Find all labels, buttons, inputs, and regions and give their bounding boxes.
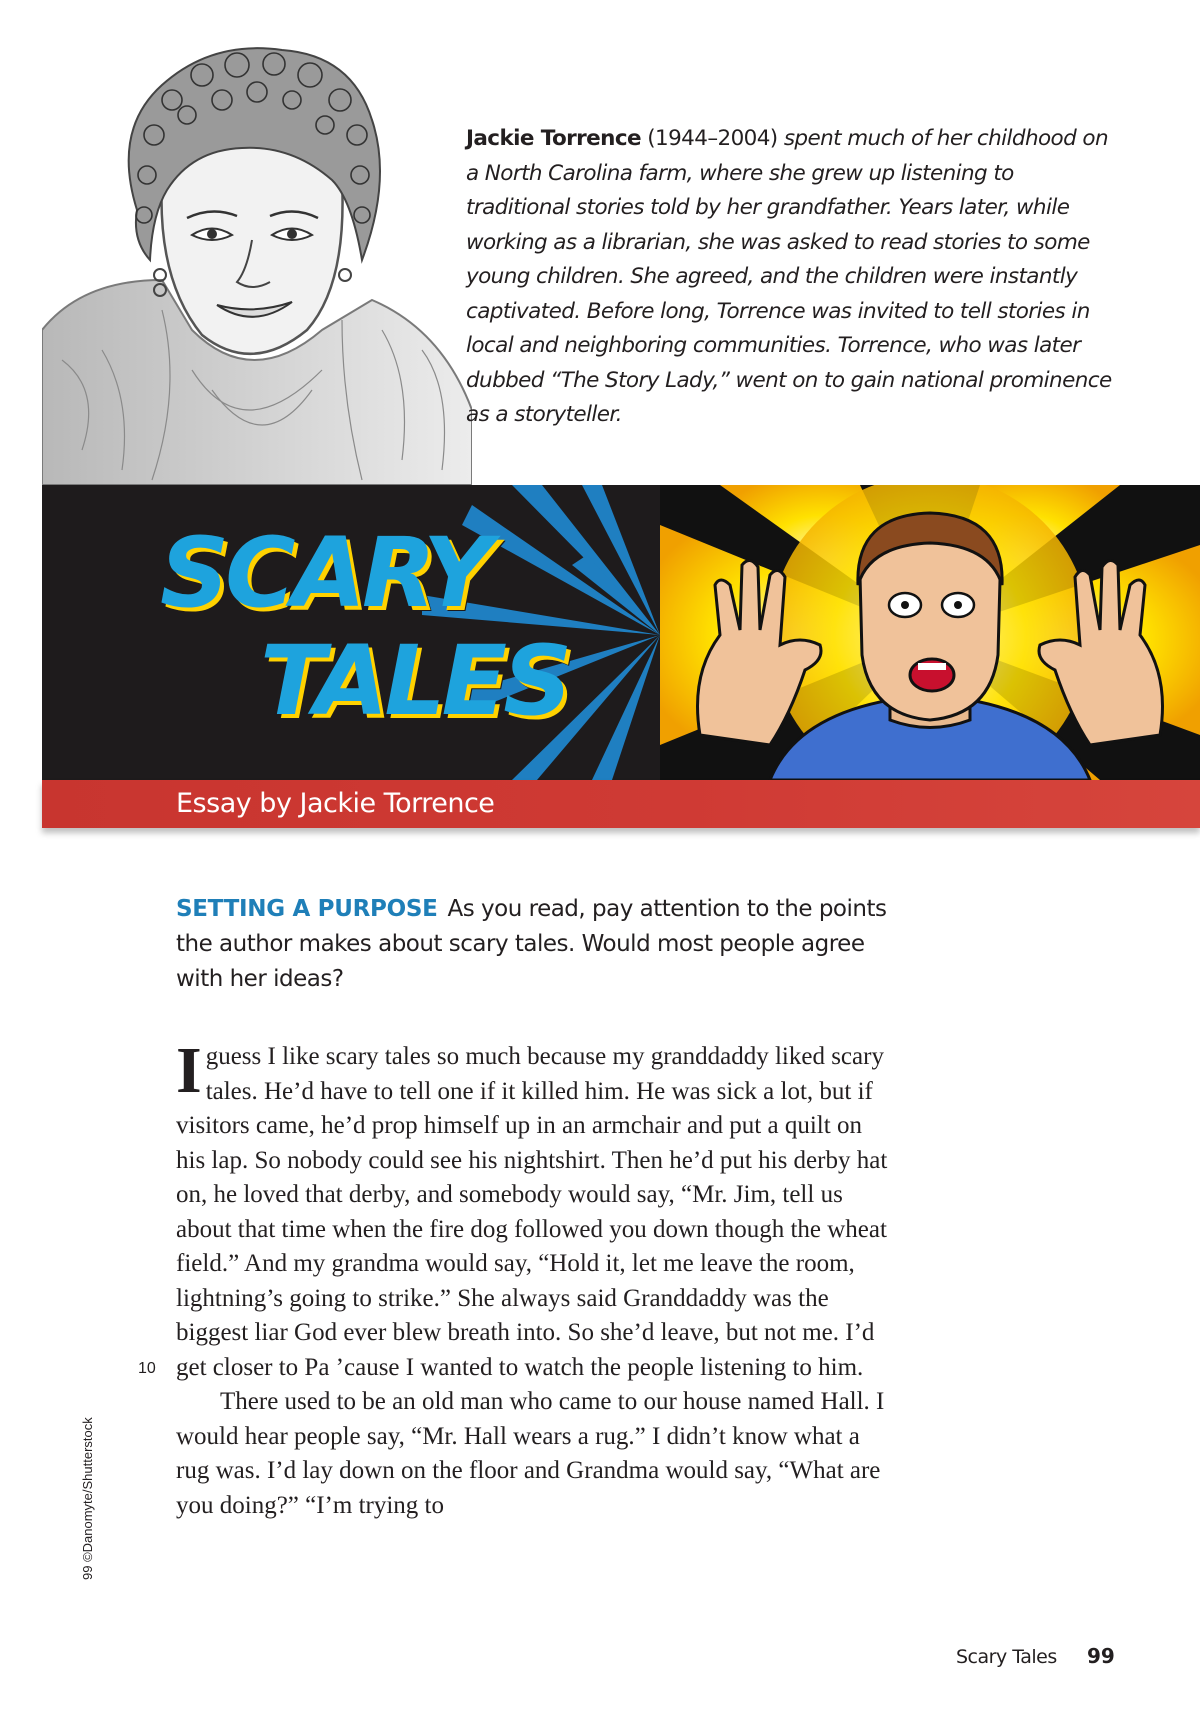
page-number: 99 [1087, 1644, 1115, 1668]
byline-bar [42, 780, 1200, 828]
drop-cap: I [176, 1034, 202, 1107]
line-number: 10 [138, 1360, 156, 1377]
photo-credit: 99 ©Danomyte/Shutterstock [80, 1417, 95, 1580]
footer-title: Scary Tales [956, 1646, 1057, 1668]
setting-a-purpose [176, 892, 896, 997]
setting-a-purpose-text: As you read, pay attention to the points the author makes about scary tales. Would most people agree with her ideas? [176, 896, 887, 992]
author-bio [466, 122, 1116, 433]
paragraph-1-text: guess I like scary tales so much because my granddaddy liked scary tales. He’d have to tell one if it killed him. He was sick a lot, but if visitors came, he’d prop himself up in an armchair and put a quilt on his lap. So nobody could see his nightshirt. Then he’d put his derby hat on, he loved that derby, and somebody would say, “Mr. Jim, tell us about that time when the fire dog followed you down though the wheat field.” And my grandma would say, “Hold it, let me leave the room, lightning’s going to strike.” She always said Granddaddy was the biggest liar God ever blew breath into. So she’d leave, but not me. I’d get closer to Pa ’cause I wanted to watch the people listening to him. [176, 1043, 888, 1381]
scared-man-illustration [660, 485, 1200, 780]
title-banner [42, 485, 1200, 830]
paragraph-1 [176, 1034, 896, 1385]
essay-body [176, 1034, 896, 1523]
author-name: Jackie Torrence [466, 126, 641, 151]
title-panel [42, 485, 660, 780]
paragraph-2: There used to be an old man who came to our house named Hall. I would hear people say, “Mr. Hall wears a rug.” I didn’t know what a rug was. I’d lay down on the floor and Grandma would say, “What are you doing?” “I’m trying to [176, 1388, 885, 1519]
title-line-2: TALES [260, 625, 569, 737]
byline: Essay by Jackie Torrence [176, 788, 495, 819]
author-dates: (1944–2004) [647, 126, 778, 151]
author-portrait [42, 30, 472, 485]
author-bio-text: spent much of her childhood on a North Carolina farm, where she grew up listening to traditional stories told by her grandfather. Years later, while working as a librarian, she was asked to read stories to some young children. She agreed, and the children were instantly captivated. Before long, Torrence was invited to tell stories in local and neighboring communities. Torrence, who was later dubbed “The Story Lady,” went on to gain national prominence as a storyteller. [466, 126, 1112, 427]
setting-a-purpose-label: SETTING A PURPOSE [176, 896, 438, 922]
title-line-1: SCARY [160, 517, 489, 629]
